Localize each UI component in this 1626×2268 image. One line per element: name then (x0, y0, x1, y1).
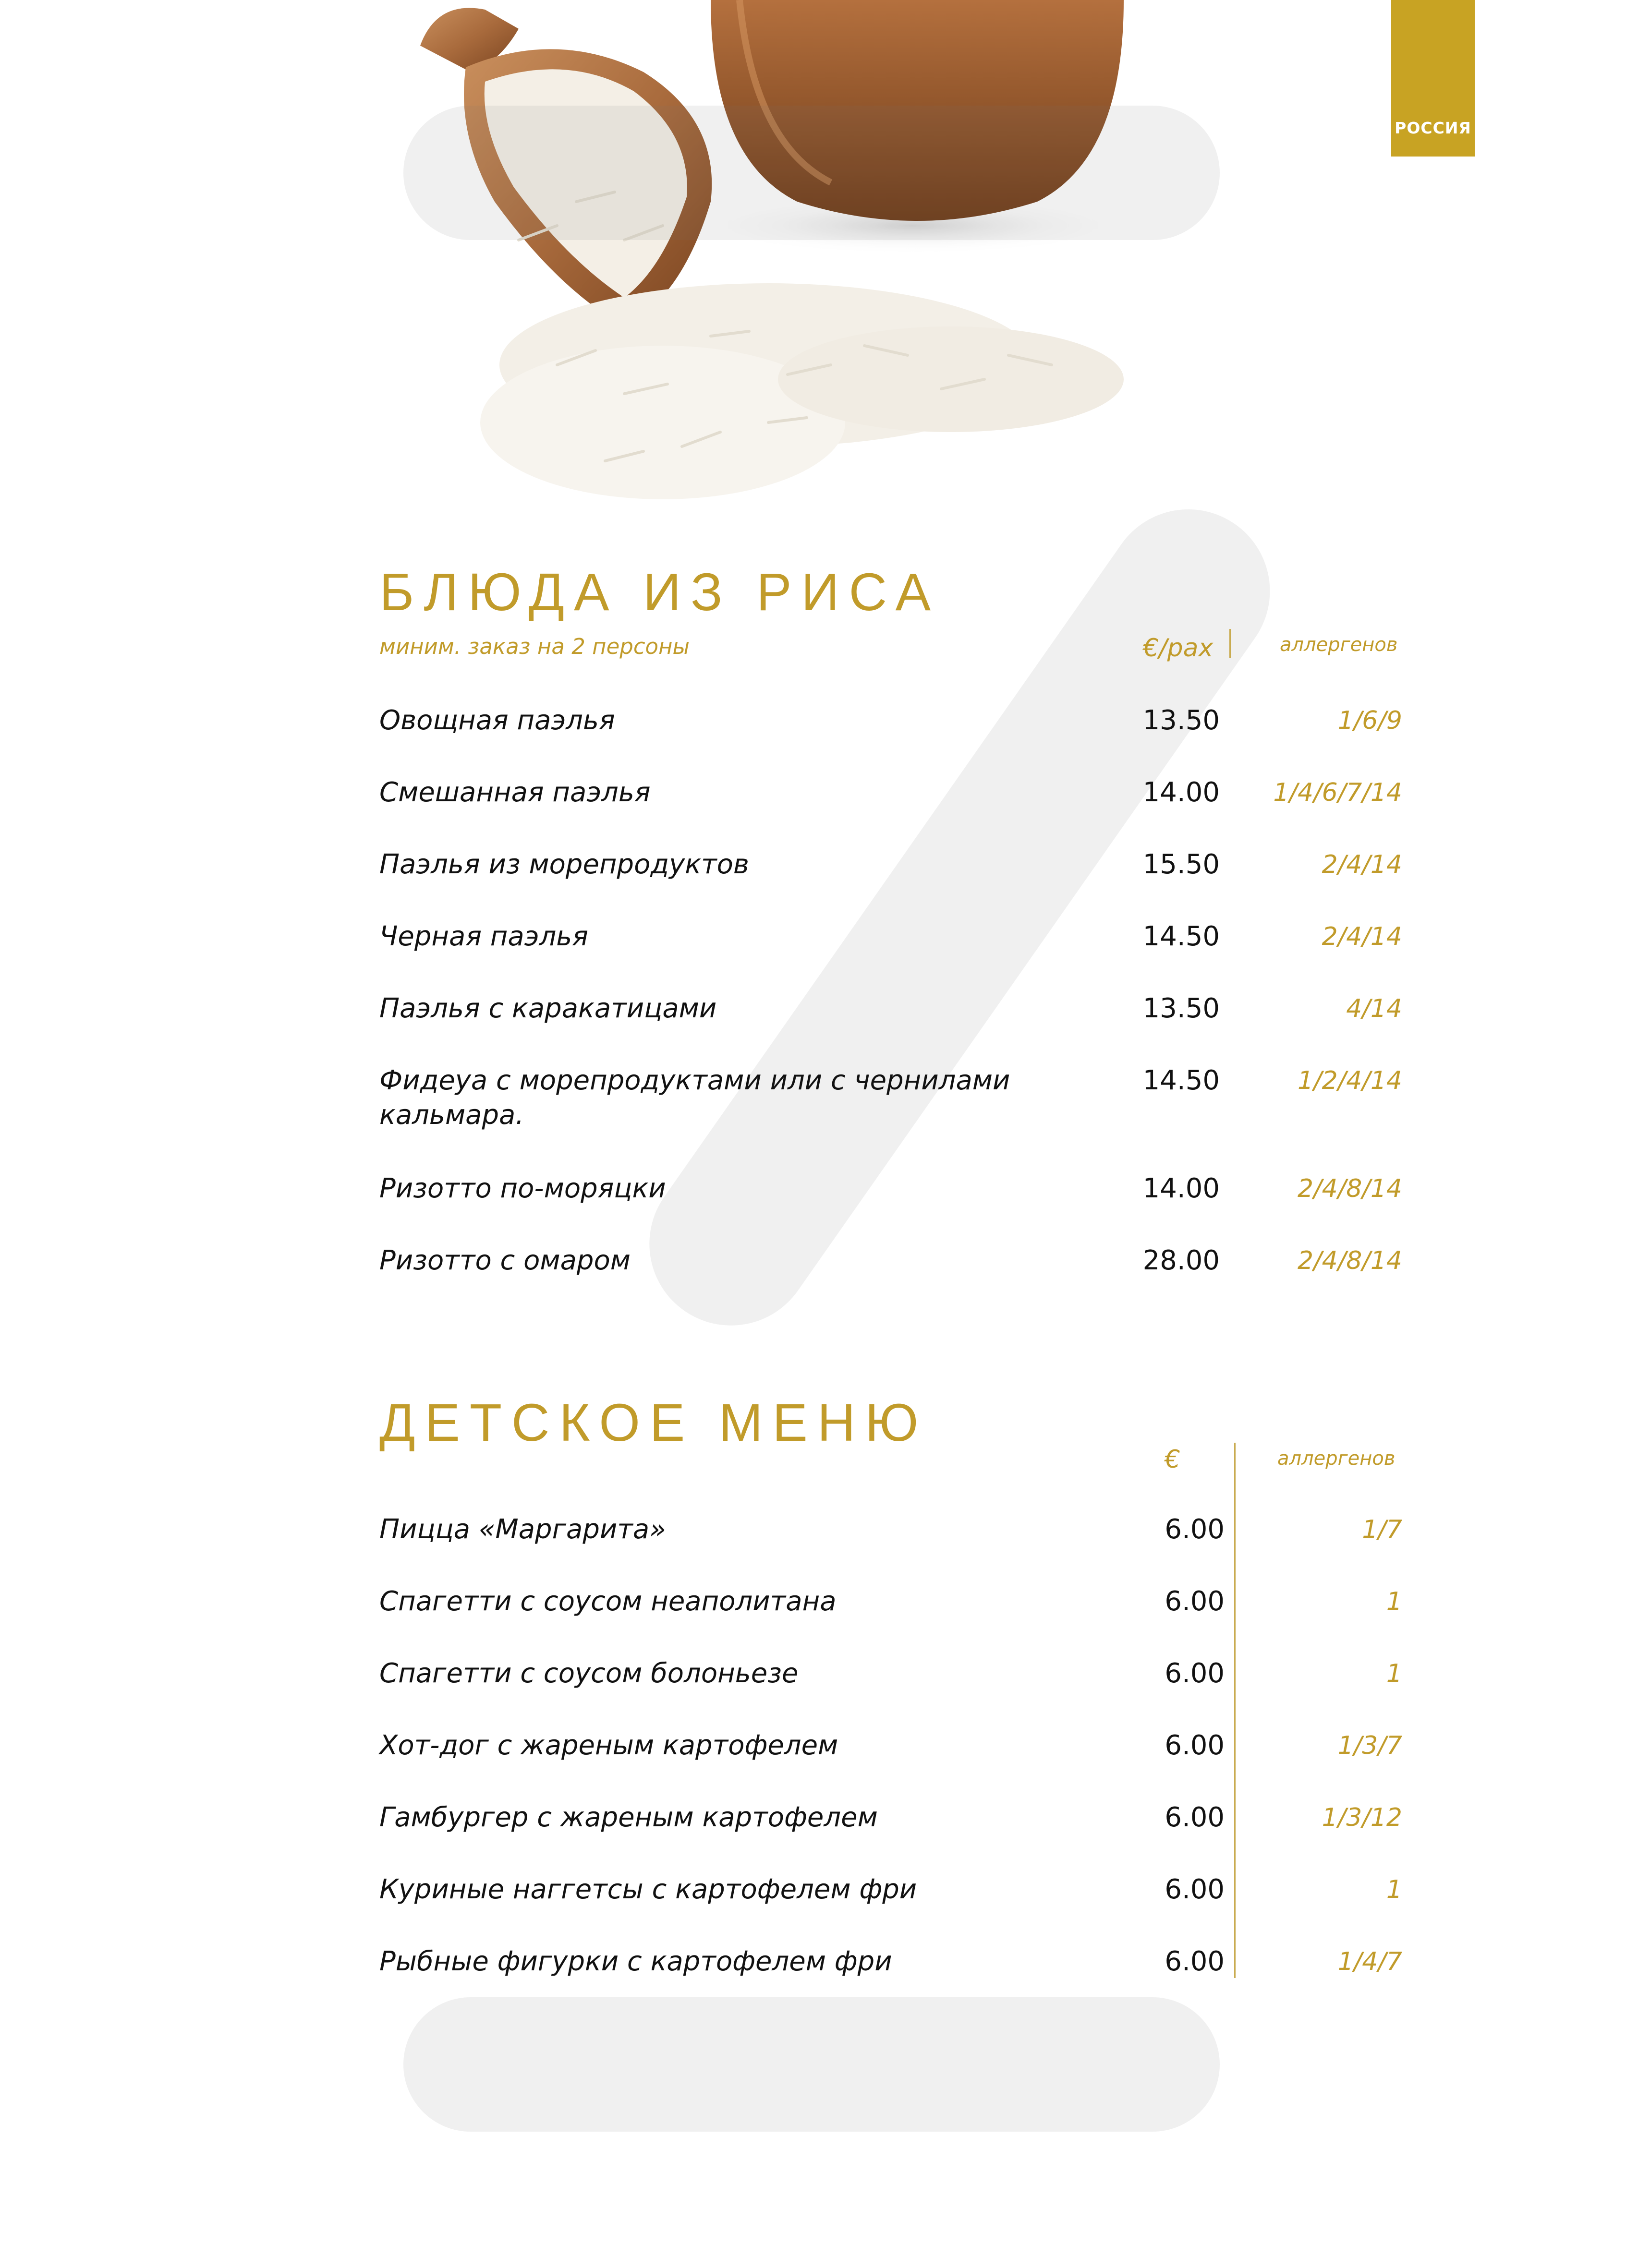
dish-allergens: 1/4/6/7/14 (1273, 778, 1402, 807)
menu-row (0, 1243, 1626, 1296)
dish-price: 6.00 (1165, 1658, 1225, 1689)
dish-name: Черная паэлья (379, 921, 588, 952)
dish-name: Фидеуа с морепродуктами или с чернилами кальмара. (379, 1065, 1010, 1131)
rice-scoop-photo (375, 0, 1239, 543)
minimum-order-note: миним. заказ на 2 персоны (379, 634, 690, 659)
menu-row (0, 1944, 1626, 1997)
dish-name: Паэлья из морепродуктов (379, 849, 749, 880)
dish-price: 6.00 (1165, 1946, 1225, 1977)
dish-price: 6.00 (1165, 1802, 1225, 1833)
dish-name: Куриные наггетсы с картофелем фри (379, 1874, 917, 1905)
dish-price: 13.50 (1142, 993, 1220, 1024)
dish-name: Спагетти с соусом неаполитана (379, 1586, 837, 1617)
dish-name: Смешанная паэлья (379, 777, 651, 808)
dish-name: Пицца «Маргарита» (379, 1514, 666, 1545)
dish-price: 14.00 (1142, 1173, 1220, 1204)
dish-name: Ризотто по-моряцки (379, 1173, 666, 1204)
menu-row (0, 1171, 1626, 1224)
dish-name: Рыбные фигурки с картофелем фри (379, 1946, 892, 1977)
dish-price: 14.00 (1142, 777, 1220, 808)
dish-allergens: 1 (1386, 1659, 1402, 1688)
dish-name: Ризотто с омаром (379, 1245, 631, 1276)
menu-row (0, 1063, 1626, 1140)
menu-row (0, 1728, 1626, 1781)
dish-allergens: 2/4/14 (1322, 922, 1402, 951)
column-divider (1229, 629, 1231, 658)
dish-price: 6.00 (1165, 1874, 1225, 1905)
dish-price: 15.50 (1142, 849, 1220, 880)
dish-allergens: 1/6/9 (1337, 706, 1402, 735)
dish-price: 14.50 (1142, 1065, 1220, 1096)
menu-row (0, 847, 1626, 900)
menu-row (0, 1800, 1626, 1853)
menu-row (0, 1872, 1626, 1925)
dish-allergens: 1/2/4/14 (1298, 1066, 1402, 1095)
dish-name: Овощная паэлья (379, 705, 615, 736)
menu-row (0, 1512, 1626, 1565)
dish-allergens: 2/4/14 (1322, 850, 1402, 879)
dish-allergens: 1 (1386, 1587, 1402, 1616)
dish-allergens: 4/14 (1346, 994, 1402, 1023)
dish-allergens: 1/7 (1362, 1515, 1402, 1544)
dish-price: 6.00 (1165, 1730, 1225, 1761)
dish-price: 6.00 (1165, 1514, 1225, 1545)
sluurpy-watermark-bottom (403, 1978, 1220, 2153)
language-tab[interactable] (1391, 0, 1475, 157)
menu-row (0, 703, 1626, 756)
menu-row (0, 991, 1626, 1044)
dish-allergens: 2/4/8/14 (1298, 1246, 1402, 1275)
language-tab-label: РОССИЯ (1395, 119, 1471, 137)
dish-price: 13.50 (1142, 705, 1220, 736)
dish-price: 14.50 (1142, 921, 1220, 952)
allergens-header: аллергенов (1280, 634, 1398, 656)
dish-allergens: 1 (1386, 1875, 1402, 1904)
dish-name: Паэлья с каракатицами (379, 993, 717, 1024)
dish-allergens: 2/4/8/14 (1298, 1174, 1402, 1203)
dish-name: Спагетти с соусом болоньезе (379, 1658, 799, 1689)
sluurpy-watermark-top (403, 86, 1220, 261)
dish-allergens: 1/4/7 (1337, 1947, 1402, 1976)
menu-row (0, 775, 1626, 828)
dish-allergens: 1/3/7 (1337, 1731, 1402, 1760)
price-header: € (1165, 1445, 1181, 1474)
kids-section-title: ДЕТСКОЕ МЕНЮ (379, 1393, 928, 1452)
menu-row (0, 919, 1626, 972)
dish-name: Гамбургер с жареным картофелем (379, 1802, 878, 1833)
menu-row (0, 1656, 1626, 1709)
menu-row (0, 1584, 1626, 1637)
dish-allergens: 1/3/12 (1322, 1803, 1402, 1832)
price-per-person-header: €/pax (1143, 634, 1213, 663)
dish-price: 6.00 (1165, 1586, 1225, 1617)
dish-name: Хот-дог с жареным картофелем (379, 1730, 838, 1761)
dish-price: 28.00 (1142, 1245, 1220, 1276)
rice-section-title: БЛЮДА ИЗ РИСА (379, 563, 940, 622)
allergens-header: аллергенов (1277, 1448, 1395, 1470)
